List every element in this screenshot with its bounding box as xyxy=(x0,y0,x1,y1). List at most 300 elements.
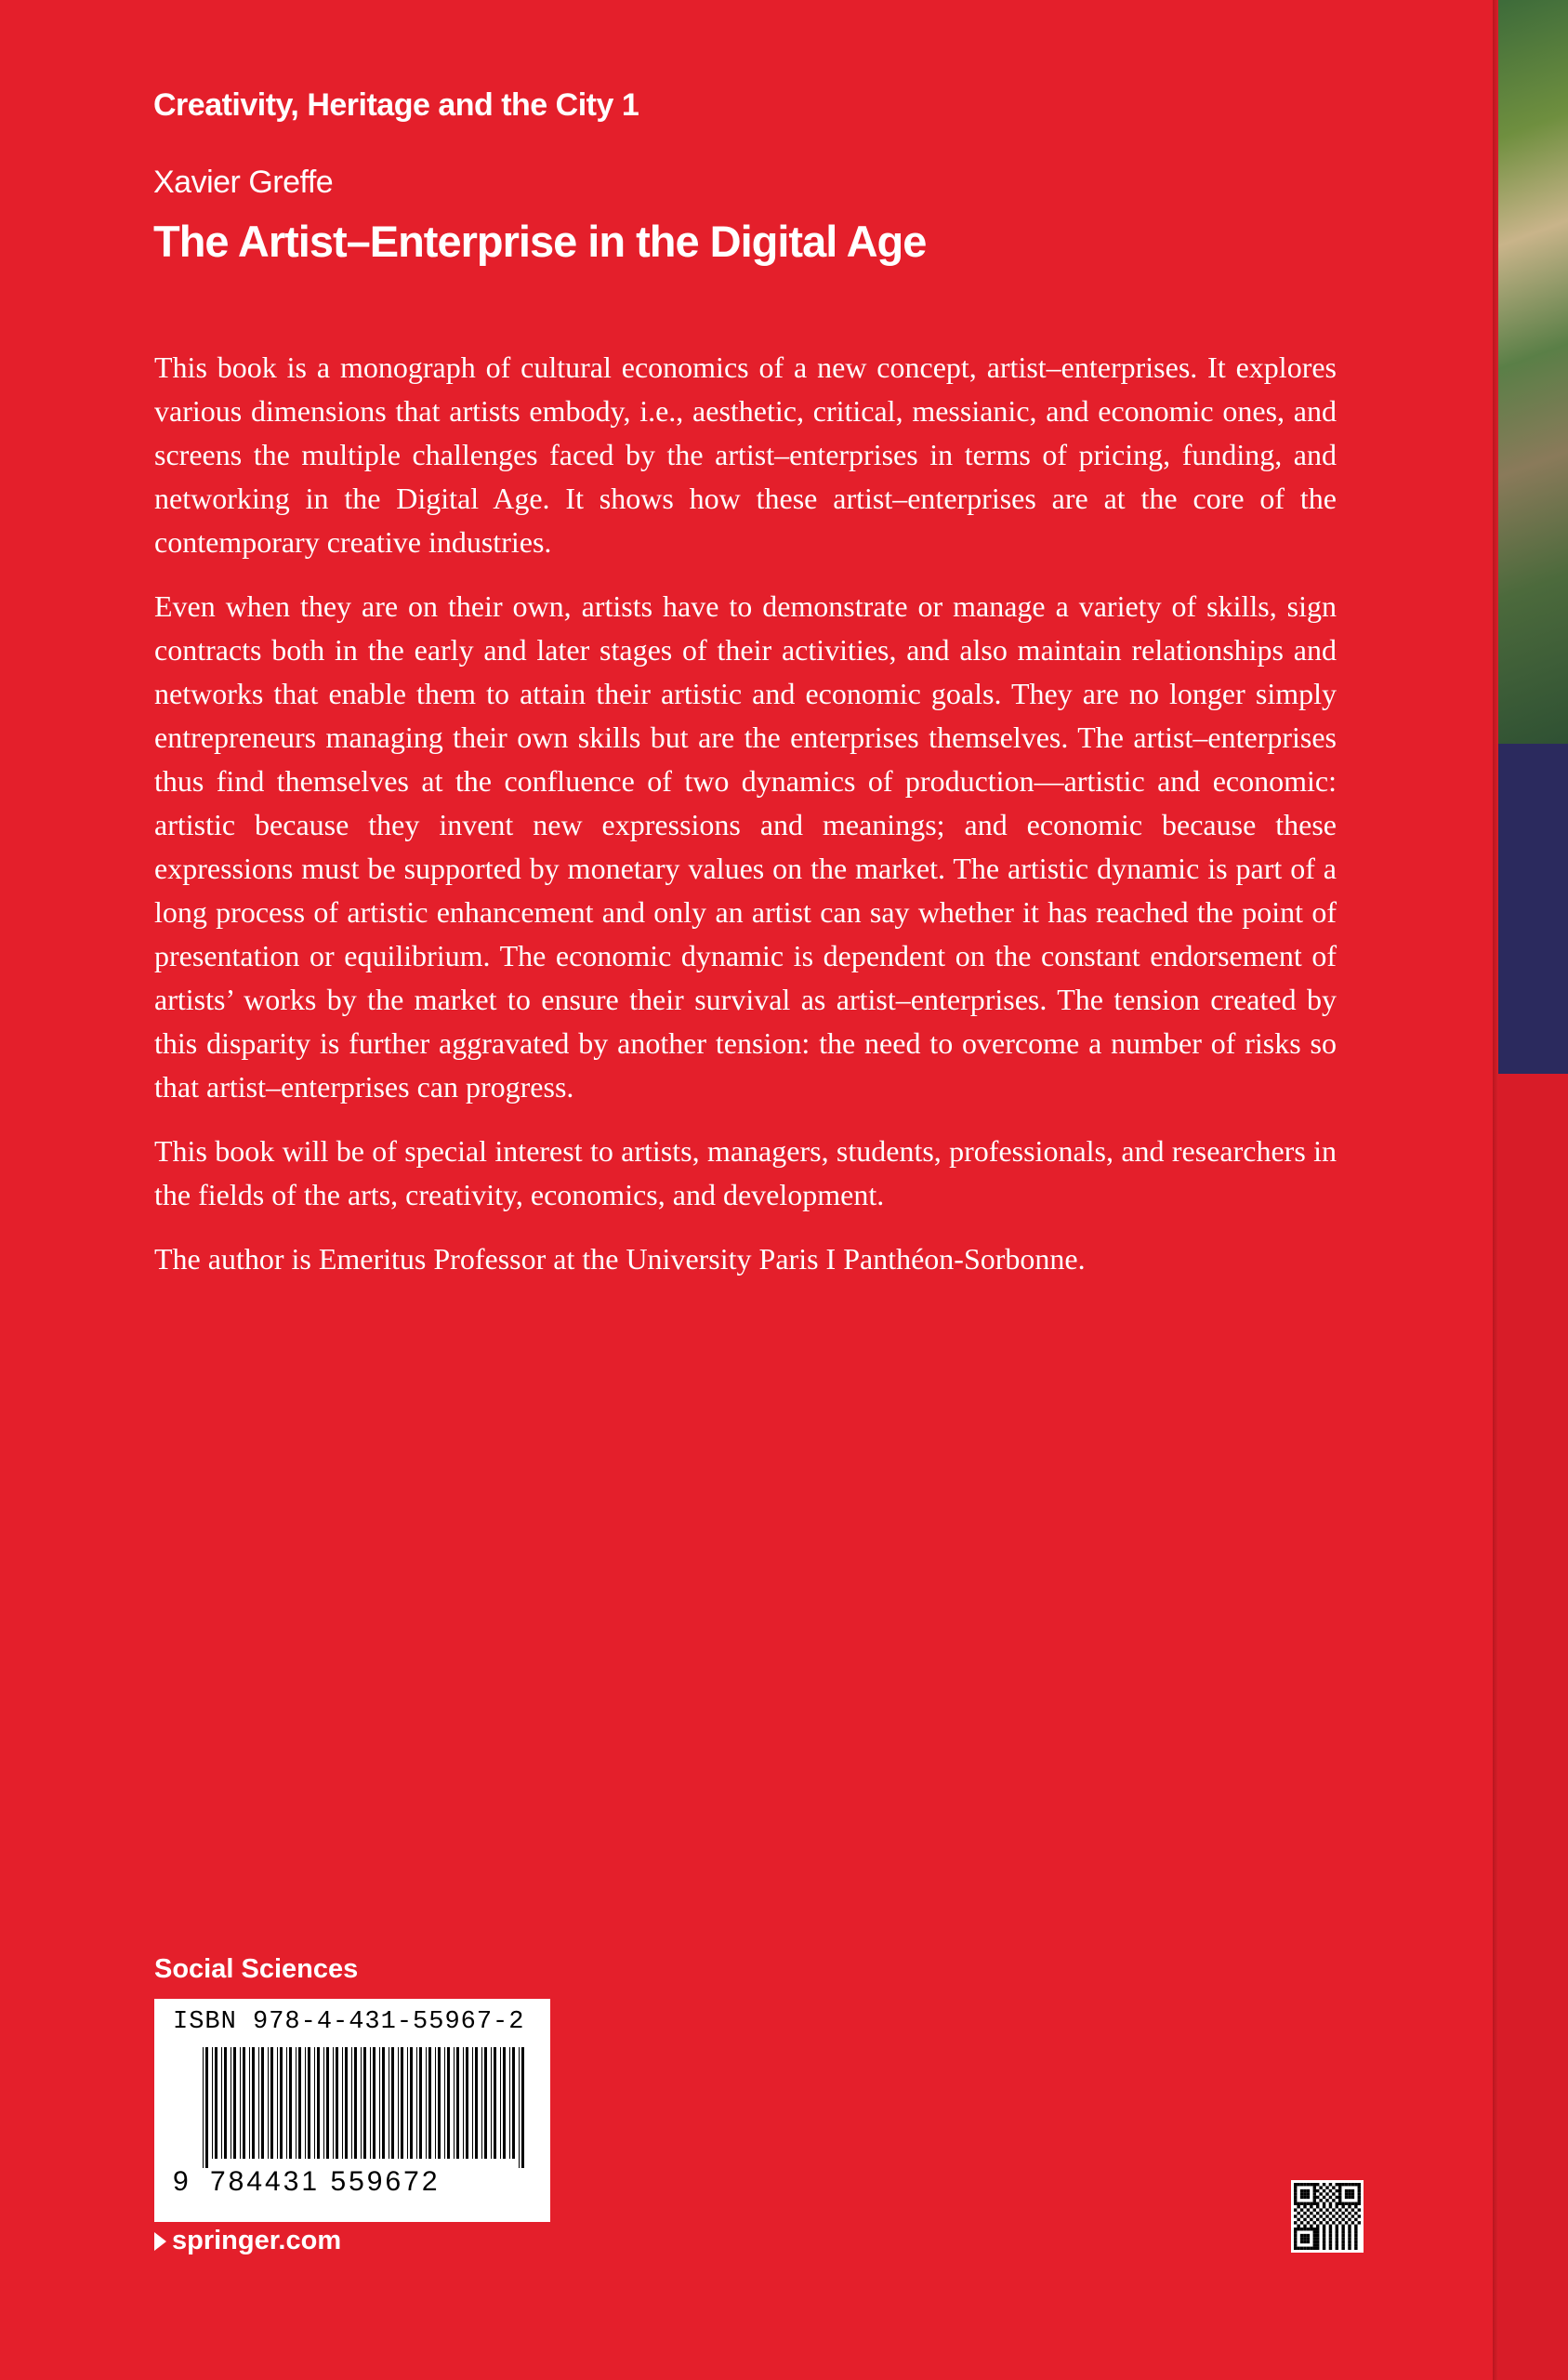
qr-module xyxy=(1297,2225,1299,2228)
barcode-bar xyxy=(289,2047,292,2159)
qr-module xyxy=(1351,2183,1354,2186)
qr-module xyxy=(1348,2192,1351,2195)
qr-module xyxy=(1313,2202,1316,2205)
qr-module xyxy=(1316,2241,1319,2243)
barcode-bar xyxy=(351,2047,352,2159)
barcode xyxy=(203,2047,528,2168)
qr-module xyxy=(1313,2247,1316,2250)
qr-module xyxy=(1345,2221,1348,2224)
barcode-bar xyxy=(370,2047,371,2159)
qr-module xyxy=(1294,2230,1297,2233)
qr-module xyxy=(1341,2183,1344,2186)
qr-module xyxy=(1338,2199,1341,2202)
barcode-bar xyxy=(298,2047,301,2159)
qr-module xyxy=(1336,2225,1338,2228)
blurb-paragraph: The author is Emeritus Professor at the University Paris I Panthéon-Sorbonne. xyxy=(154,1242,1086,1276)
qr-module xyxy=(1358,2196,1361,2199)
qr-module xyxy=(1316,2234,1319,2237)
qr-module xyxy=(1294,2202,1297,2205)
qr-module xyxy=(1354,2247,1357,2250)
qr-module xyxy=(1338,2208,1341,2211)
qr-module xyxy=(1348,2228,1351,2230)
qr-module xyxy=(1300,2215,1303,2217)
blurb-paragraph: Even when they are on their own, artists have to demonstrate or manage a variety of skills, sign contracts both in the early and later stages of their activities, and also maintain relationships and networks that enable them to attain their artistic and economic goals. They are no longer simply entrepreneurs managing their own skills but are the enterprises themselves. The artist–enterprises thus find themselves at the confluence of two dynamics of production—artistic and economic: artistic because they invent new expressions and meanings; and economic because these expressions must be supported by monetary values on the market. The artistic dynamic is part of a long process of artistic enhancement and only an artist can say whether it has reached the point of presentation or equilibrium. The economic dynamic is dependent on the constant endorsement of artists’ works by the market to ensure their survival as artist–enterprises. The tension created by this disparity is further aggravated by another tension: the need to overcome a number of risks so that artist–enterprises can progress. xyxy=(154,589,1337,1104)
qr-module xyxy=(1345,2202,1348,2205)
qr-module xyxy=(1348,2243,1351,2246)
qr-module xyxy=(1351,2189,1354,2192)
qr-module xyxy=(1310,2218,1312,2221)
qr-module xyxy=(1348,2212,1351,2215)
qr-module xyxy=(1297,2228,1299,2230)
qr-module xyxy=(1348,2189,1351,2192)
qr-module xyxy=(1341,2247,1344,2250)
barcode-bar xyxy=(491,2047,492,2159)
qr-module xyxy=(1329,2212,1332,2215)
qr-module xyxy=(1358,2202,1361,2205)
barcode-bar xyxy=(484,2047,487,2159)
qr-module xyxy=(1323,2196,1325,2199)
qr-module xyxy=(1348,2247,1351,2250)
isbn-number: ISBN 978-4-431-55967-2 xyxy=(173,2008,525,2036)
qr-module xyxy=(1303,2225,1306,2228)
qr-module xyxy=(1310,2202,1312,2205)
qr-module xyxy=(1319,2186,1322,2188)
qr-module xyxy=(1338,2221,1341,2224)
qr-module xyxy=(1323,2247,1325,2250)
qr-module xyxy=(1329,2243,1332,2246)
qr-module xyxy=(1300,2221,1303,2224)
qr-module xyxy=(1336,2234,1338,2237)
barcode-bar xyxy=(444,2047,445,2159)
barcode-bar xyxy=(361,2047,362,2159)
qr-module xyxy=(1313,2230,1316,2233)
barcode-bar xyxy=(401,2047,403,2159)
qr-module xyxy=(1313,2192,1316,2195)
qr-module xyxy=(1336,2230,1338,2233)
qr-module xyxy=(1336,2228,1338,2230)
qr-module xyxy=(1313,2208,1316,2211)
qr-module xyxy=(1300,2228,1303,2230)
spine-navy-band xyxy=(1498,744,1568,1074)
qr-module xyxy=(1307,2202,1310,2205)
barcode-bar xyxy=(252,2047,255,2159)
qr-module xyxy=(1341,2228,1344,2230)
barcode-bar xyxy=(308,2047,310,2159)
barcode-bar xyxy=(240,2047,241,2159)
qr-module xyxy=(1341,2212,1344,2215)
barcode-bar xyxy=(215,2047,217,2159)
qr-module xyxy=(1336,2243,1338,2246)
qr-module xyxy=(1300,2202,1303,2205)
arrow-right-icon xyxy=(154,2232,166,2251)
qr-module xyxy=(1294,2241,1297,2243)
qr-module xyxy=(1297,2218,1299,2221)
barcode-bar xyxy=(456,2047,459,2159)
qr-module xyxy=(1307,2189,1310,2192)
qr-module xyxy=(1354,2212,1357,2215)
barcode-bar xyxy=(435,2047,436,2159)
qr-module xyxy=(1313,2241,1316,2243)
qr-module xyxy=(1316,2202,1319,2205)
qr-module xyxy=(1316,2228,1319,2230)
qr-module xyxy=(1325,2215,1328,2217)
barcode-bar xyxy=(270,2047,273,2159)
qr-module xyxy=(1338,2202,1341,2205)
qr-module xyxy=(1294,2215,1297,2217)
qr-module xyxy=(1300,2234,1303,2237)
qr-module xyxy=(1348,2202,1351,2205)
qr-module xyxy=(1345,2215,1348,2217)
qr-module xyxy=(1329,2202,1332,2205)
qr-module xyxy=(1294,2234,1297,2237)
qr-module xyxy=(1323,2234,1325,2237)
author-name: Xavier Greffe xyxy=(153,165,334,200)
barcode-bar xyxy=(323,2047,324,2159)
qr-module xyxy=(1345,2189,1348,2192)
qr-module xyxy=(1358,2221,1361,2224)
qr-module xyxy=(1316,2196,1319,2199)
spine-artwork xyxy=(1498,0,1568,744)
qr-module xyxy=(1307,2241,1310,2243)
qr-module xyxy=(1329,2241,1332,2243)
qr-module xyxy=(1303,2237,1306,2240)
qr-module xyxy=(1294,2228,1297,2230)
barcode-bar xyxy=(212,2047,213,2159)
qr-module xyxy=(1310,2212,1312,2215)
barcode-bar xyxy=(203,2047,204,2168)
barcode-bar xyxy=(416,2047,417,2159)
qr-module xyxy=(1341,2237,1344,2240)
qr-module xyxy=(1300,2247,1303,2250)
qr-module xyxy=(1354,2205,1357,2208)
blurb-paragraph: This book is a monograph of cultural economics of a new concept, artist–enterprises. It explores various dimensions that artists embody, i.e., aesthetic, critical, messianic, and economic ones, and screens the multiple challenges faced by the artist–enterprises in terms of pricing, funding, and networking in the Digital Age. It shows how these artist–enterprises are at the core of the contemporary creative industries. xyxy=(154,350,1337,559)
book-title: The Artist–Enterprise in the Digital Age xyxy=(153,217,927,266)
qr-module xyxy=(1294,2247,1297,2250)
qr-module xyxy=(1300,2208,1303,2211)
qr-module xyxy=(1329,2228,1332,2230)
qr-module xyxy=(1307,2247,1310,2250)
qr-module xyxy=(1316,2189,1319,2192)
qr-module xyxy=(1323,2189,1325,2192)
qr-module xyxy=(1307,2237,1310,2240)
barcode-digits: 784431 559672 xyxy=(210,2166,441,2197)
qr-module xyxy=(1323,2183,1325,2186)
qr-module xyxy=(1316,2212,1319,2215)
qr-module xyxy=(1319,2192,1322,2195)
barcode-bar xyxy=(407,2047,408,2159)
qr-module xyxy=(1316,2205,1319,2208)
qr-module xyxy=(1345,2192,1348,2195)
qr-module xyxy=(1338,2186,1341,2188)
qr-module xyxy=(1336,2202,1338,2205)
qr-module xyxy=(1300,2196,1303,2199)
barcode-bar xyxy=(503,2047,506,2159)
blurb xyxy=(154,346,1337,1302)
qr-module xyxy=(1294,2237,1297,2240)
qr-module xyxy=(1316,2230,1319,2233)
qr-module xyxy=(1319,2208,1322,2211)
barcode-bar xyxy=(519,2047,520,2168)
qr-module xyxy=(1336,2205,1338,2208)
barcode-bar xyxy=(475,2047,478,2159)
barcode-bar xyxy=(410,2047,413,2159)
qr-module xyxy=(1303,2189,1306,2192)
qr-module xyxy=(1325,2221,1328,2224)
qr-module xyxy=(1329,2237,1332,2240)
qr-module xyxy=(1348,2218,1351,2221)
barcode-bar xyxy=(500,2047,501,2159)
barcode-bar xyxy=(363,2047,366,2159)
qr-module xyxy=(1329,2196,1332,2199)
barcode-bar xyxy=(494,2047,496,2159)
qr-module xyxy=(1294,2243,1297,2246)
qr-module xyxy=(1323,2218,1325,2221)
qr-module xyxy=(1351,2208,1354,2211)
qr-module xyxy=(1336,2241,1338,2243)
qr-module xyxy=(1338,2192,1341,2195)
qr-module xyxy=(1294,2183,1297,2186)
qr-module xyxy=(1351,2192,1354,2195)
qr-module xyxy=(1348,2225,1351,2228)
qr-module xyxy=(1319,2221,1322,2224)
qr-module xyxy=(1354,2228,1357,2230)
qr-module xyxy=(1358,2208,1361,2211)
barcode-bar xyxy=(391,2047,394,2159)
barcode-bar xyxy=(472,2047,473,2159)
qr-module xyxy=(1358,2199,1361,2202)
qr-module xyxy=(1294,2196,1297,2199)
qr-module xyxy=(1294,2199,1297,2202)
barcode-bar xyxy=(336,2047,338,2159)
barcode-bar xyxy=(261,2047,264,2159)
qr-module xyxy=(1358,2186,1361,2188)
qr-module xyxy=(1336,2196,1338,2199)
qr-module xyxy=(1323,2228,1325,2230)
qr-module xyxy=(1313,2228,1316,2230)
qr-module xyxy=(1348,2183,1351,2186)
barcode-bar xyxy=(466,2047,468,2159)
barcode-bar xyxy=(333,2047,334,2159)
qr-module xyxy=(1294,2186,1297,2188)
qr-module xyxy=(1358,2189,1361,2192)
qr-module xyxy=(1316,2183,1319,2186)
qr-module xyxy=(1329,2230,1332,2233)
qr-module xyxy=(1354,2225,1357,2228)
qr-module xyxy=(1310,2228,1312,2230)
qr-module xyxy=(1354,2237,1357,2240)
barcode-bar xyxy=(521,2047,524,2168)
qr-module xyxy=(1354,2202,1357,2205)
barcode-bar xyxy=(447,2047,450,2159)
qr-module xyxy=(1313,2196,1316,2199)
qr-module xyxy=(1325,2208,1328,2211)
qr-module xyxy=(1313,2183,1316,2186)
qr-module xyxy=(1345,2196,1348,2199)
qr-module xyxy=(1351,2215,1354,2217)
qr-module xyxy=(1351,2221,1354,2224)
barcode-bar xyxy=(509,2047,510,2159)
qr-module xyxy=(1351,2196,1354,2199)
qr-module xyxy=(1332,2186,1335,2188)
qr-module xyxy=(1348,2234,1351,2237)
qr-module xyxy=(1332,2215,1335,2217)
barcode-bar xyxy=(463,2047,464,2159)
qr-module xyxy=(1294,2189,1297,2192)
qr-module xyxy=(1332,2192,1335,2195)
barcode-bar xyxy=(224,2047,227,2159)
barcode-first-digit: 9 xyxy=(173,2166,189,2197)
qr-module xyxy=(1323,2212,1325,2215)
barcode-bar xyxy=(280,2047,283,2159)
qr-module xyxy=(1303,2234,1306,2237)
qr-module xyxy=(1294,2221,1297,2224)
qr-module xyxy=(1325,2199,1328,2202)
qr-module xyxy=(1313,2243,1316,2246)
qr-module xyxy=(1303,2196,1306,2199)
qr-module xyxy=(1297,2247,1299,2250)
barcode-bar xyxy=(373,2047,376,2159)
qr-module xyxy=(1307,2215,1310,2217)
qr-module xyxy=(1319,2215,1322,2217)
qr-module xyxy=(1348,2241,1351,2243)
qr-module xyxy=(1307,2196,1310,2199)
barcode-bar xyxy=(379,2047,380,2159)
qr-module xyxy=(1329,2234,1332,2237)
qr-module xyxy=(1336,2218,1338,2221)
barcode-bar xyxy=(382,2047,385,2159)
qr-module xyxy=(1310,2205,1312,2208)
qr-module xyxy=(1294,2192,1297,2195)
qr-module xyxy=(1348,2237,1351,2240)
qr-module xyxy=(1338,2196,1341,2199)
qr-module xyxy=(1332,2208,1335,2211)
qr-module xyxy=(1313,2221,1316,2224)
qr-module xyxy=(1300,2183,1303,2186)
qr-module xyxy=(1358,2215,1361,2217)
barcode-bar xyxy=(205,2047,208,2168)
qr-module xyxy=(1354,2183,1357,2186)
qr-module xyxy=(1303,2183,1306,2186)
publisher-link[interactable] xyxy=(154,2226,341,2256)
qr-module xyxy=(1303,2218,1306,2221)
qr-module xyxy=(1313,2189,1316,2192)
qr-module xyxy=(1316,2247,1319,2250)
qr-module xyxy=(1319,2199,1322,2202)
publisher-link-label: springer.com xyxy=(172,2226,342,2255)
qr-module xyxy=(1323,2230,1325,2233)
barcode-bar xyxy=(233,2047,236,2159)
barcode-bar xyxy=(438,2047,441,2159)
qr-module xyxy=(1316,2225,1319,2228)
qr-module xyxy=(1316,2243,1319,2246)
barcode-bar xyxy=(221,2047,222,2159)
qr-module xyxy=(1297,2202,1299,2205)
qr-module xyxy=(1300,2192,1303,2195)
qr-module xyxy=(1329,2189,1332,2192)
barcode-bar xyxy=(286,2047,287,2159)
qr-module xyxy=(1303,2241,1306,2243)
blurb-paragraph: This book will be of special interest to artists, managers, students, professionals, and researchers in the fields of the arts, creativity, economics, and development. xyxy=(154,1134,1337,1211)
qr-module xyxy=(1303,2205,1306,2208)
isbn-barcode-box xyxy=(154,1999,550,2222)
qr-module xyxy=(1307,2221,1310,2224)
qr-module xyxy=(1307,2192,1310,2195)
qr-module xyxy=(1313,2215,1316,2217)
barcode-bar xyxy=(354,2047,357,2159)
qr-module xyxy=(1341,2202,1344,2205)
qr-module xyxy=(1303,2202,1306,2205)
qr-module xyxy=(1354,2234,1357,2237)
qr-code-icon xyxy=(1291,2180,1364,2253)
barcode-bar xyxy=(426,2047,427,2159)
qr-module xyxy=(1300,2189,1303,2192)
qr-module xyxy=(1336,2247,1338,2250)
qr-module xyxy=(1329,2225,1332,2228)
qr-module xyxy=(1323,2243,1325,2246)
qr-module xyxy=(1297,2205,1299,2208)
subject-category: Social Sciences xyxy=(154,1954,359,1984)
qr-module xyxy=(1341,2241,1344,2243)
barcode-bar xyxy=(243,2047,245,2159)
qr-module xyxy=(1297,2183,1299,2186)
qr-module xyxy=(1332,2199,1335,2202)
qr-module xyxy=(1329,2218,1332,2221)
barcode-bar xyxy=(454,2047,455,2159)
qr-module xyxy=(1336,2189,1338,2192)
qr-module xyxy=(1338,2189,1341,2192)
qr-module xyxy=(1329,2183,1332,2186)
qr-module xyxy=(1313,2237,1316,2240)
qr-module xyxy=(1303,2247,1306,2250)
series-title: Creativity, Heritage and the City 1 xyxy=(153,87,639,123)
qr-module xyxy=(1358,2192,1361,2195)
qr-module xyxy=(1354,2230,1357,2233)
qr-module xyxy=(1316,2218,1319,2221)
qr-module xyxy=(1345,2208,1348,2211)
barcode-bar xyxy=(305,2047,306,2159)
qr-module xyxy=(1332,2221,1335,2224)
qr-module xyxy=(1336,2237,1338,2240)
qr-module xyxy=(1313,2234,1316,2237)
qr-module xyxy=(1310,2225,1312,2228)
barcode-bar xyxy=(314,2047,315,2159)
qr-module xyxy=(1303,2228,1306,2230)
barcode-bar xyxy=(249,2047,250,2159)
qr-module xyxy=(1341,2205,1344,2208)
barcode-bar xyxy=(342,2047,343,2159)
qr-module xyxy=(1348,2196,1351,2199)
qr-module xyxy=(1329,2247,1332,2250)
barcode-bar xyxy=(345,2047,348,2159)
qr-module xyxy=(1307,2234,1310,2237)
barcode-bar xyxy=(317,2047,320,2159)
qr-module xyxy=(1323,2237,1325,2240)
qr-module xyxy=(1313,2199,1316,2202)
barcode-bar xyxy=(277,2047,278,2159)
barcode-bar xyxy=(512,2047,515,2159)
barcode-bar xyxy=(258,2047,259,2159)
qr-module xyxy=(1323,2241,1325,2243)
qr-module xyxy=(1341,2230,1344,2233)
qr-module xyxy=(1351,2202,1354,2205)
qr-module xyxy=(1294,2208,1297,2211)
qr-module xyxy=(1310,2183,1312,2186)
qr-module xyxy=(1354,2241,1357,2243)
qr-module xyxy=(1300,2237,1303,2240)
qr-module xyxy=(1300,2241,1303,2243)
barcode-bar xyxy=(326,2047,329,2159)
qr-module xyxy=(1310,2247,1312,2250)
